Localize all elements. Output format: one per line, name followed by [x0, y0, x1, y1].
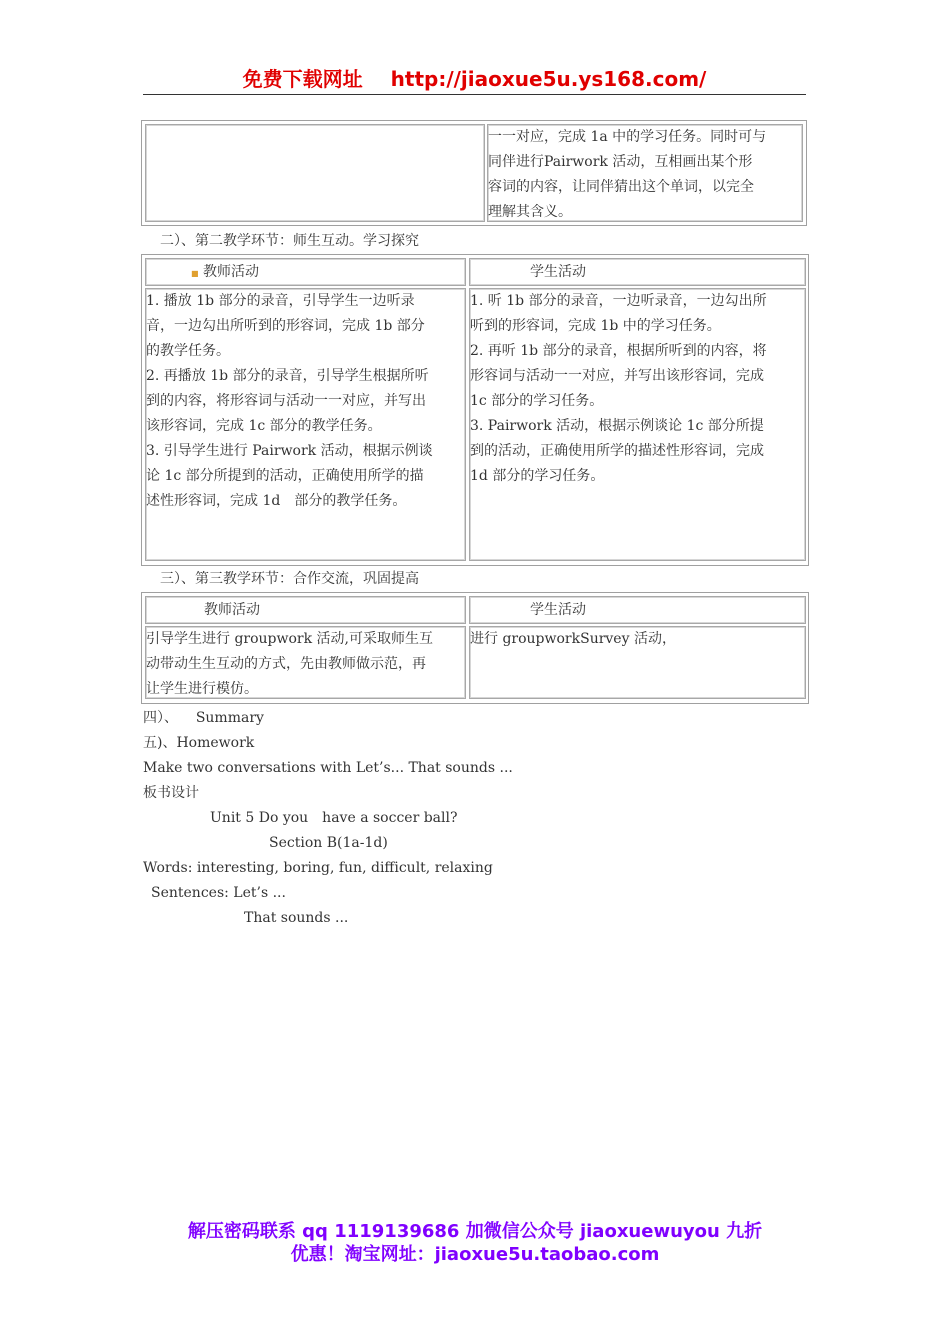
teacher-line: 该形容词，完成 1c 部分的教学任务。 [146, 418, 382, 434]
table-2-student-header: 学生活动 [469, 258, 806, 286]
board-sentences-1: Sentences: Let’s ... [151, 885, 286, 901]
board-title: 板书设计 [143, 785, 199, 801]
board-section: Section B(1a-1d) [269, 835, 388, 851]
footer-line-2: 优惠！淘宝网址：jiaoxue5u.taobao.com [290, 1244, 660, 1265]
table-3-student-header: 学生活动 [469, 596, 806, 624]
homework-text: Make two conversations with Let’s... That sounds ... [143, 760, 513, 776]
teacher-line: 动带动生生互动的方式，先由教师做示范，再 [146, 656, 426, 672]
table-1-line: 容词的内容，让同伴猜出这个单词，以完全 [488, 179, 754, 195]
teacher-line: 述性形容词，完成 1d 部分的教学任务。 [146, 493, 407, 509]
table-2-teacher-cell [145, 288, 466, 561]
table-1-line: 同伴进行Pairwork 活动，互相画出某个形 [488, 154, 753, 170]
board-words: Words: interesting, boring, fun, difficult, relaxing [143, 860, 493, 876]
student-line: 1d 部分的学习任务。 [470, 468, 605, 484]
teacher-line: 的教学任务。 [146, 343, 230, 359]
table-3 [141, 592, 809, 704]
student-line: 3. Pairwork 活动，根据示例谈论 1c 部分所提 [470, 418, 764, 434]
table-2-student-cell [469, 288, 806, 561]
footer-line-1: 解压密码联系 qq 1119139686 加微信公众号 jiaoxuewuyou 九折 [187, 1221, 763, 1242]
teacher-line: 2. 再播放 1b 部分的录音，引导学生根据所听 [146, 368, 429, 384]
student-line: 形容词与活动一一对应，并写出该形容词，完成 [470, 368, 764, 384]
section-5-label: 五)、Homework [143, 735, 255, 751]
teacher-line: 引导学生进行 groupwork 活动,可采取师生互 [146, 631, 433, 647]
header-url[interactable]: http://jiaoxue5u.ys168.com/ [390, 67, 707, 91]
header-label: 免费下载网址 [242, 67, 363, 91]
table-2 [141, 254, 809, 566]
student-line: 听到的形容词，完成 1b 中的学习任务。 [470, 318, 721, 334]
table-1 [141, 120, 807, 226]
table-1-left-cell [145, 124, 485, 222]
teacher-line: 到的内容，将形容词与活动一一对应，并写出 [146, 393, 426, 409]
section-2-title: 二）、第二教学环节：师生互动。学习探究 [160, 233, 419, 249]
table-2-teacher-header: ■ 教师活动 [145, 258, 466, 286]
teacher-line: 3. 引导学生进行 Pairwork 活动，根据示例谈 [146, 443, 433, 459]
table-1-line: 理解其含义。 [488, 204, 572, 220]
table-1-line: 一一对应，完成 1a 中的学习任务。同时可与 [488, 129, 767, 145]
table-1-right-cell [487, 124, 803, 222]
bullet-dot-icon: ■ [191, 269, 199, 278]
table-3-teacher-cell [145, 626, 466, 699]
student-line: 1. 听 1b 部分的录音，一边听录音，一边勾出所 [470, 293, 767, 309]
student-line: 到的活动，正确使用所学的描述性形容词，完成 [470, 443, 764, 459]
teacher-line: 让学生进行模仿。 [146, 681, 258, 697]
board-sentences-2: That sounds ... [244, 910, 349, 926]
teacher-line: 论 1c 部分所提到的活动，正确使用所学的描 [146, 468, 424, 484]
table-3-student-cell [469, 626, 806, 699]
board-unit: Unit 5 Do you have a soccer ball? [210, 810, 458, 826]
teacher-line: 1. 播放 1b 部分的录音，引导学生一边听录 [146, 293, 415, 309]
page-header [143, 64, 806, 95]
table-3-teacher-header: 教师活动 [145, 596, 466, 624]
section-4: 四）、 Summary [143, 710, 264, 726]
student-line: 1c 部分的学习任务。 [470, 393, 604, 409]
student-line: 进行 groupworkSurvey 活动， [470, 631, 676, 647]
student-line: 2. 再听 1b 部分的录音，根据所听到的内容，将 [470, 343, 767, 359]
section-3-title: 三）、第三教学环节：合作交流，巩固提高 [160, 571, 419, 587]
teacher-line: 音，一边勾出所听到的形容词，完成 1b 部分 [146, 318, 425, 334]
